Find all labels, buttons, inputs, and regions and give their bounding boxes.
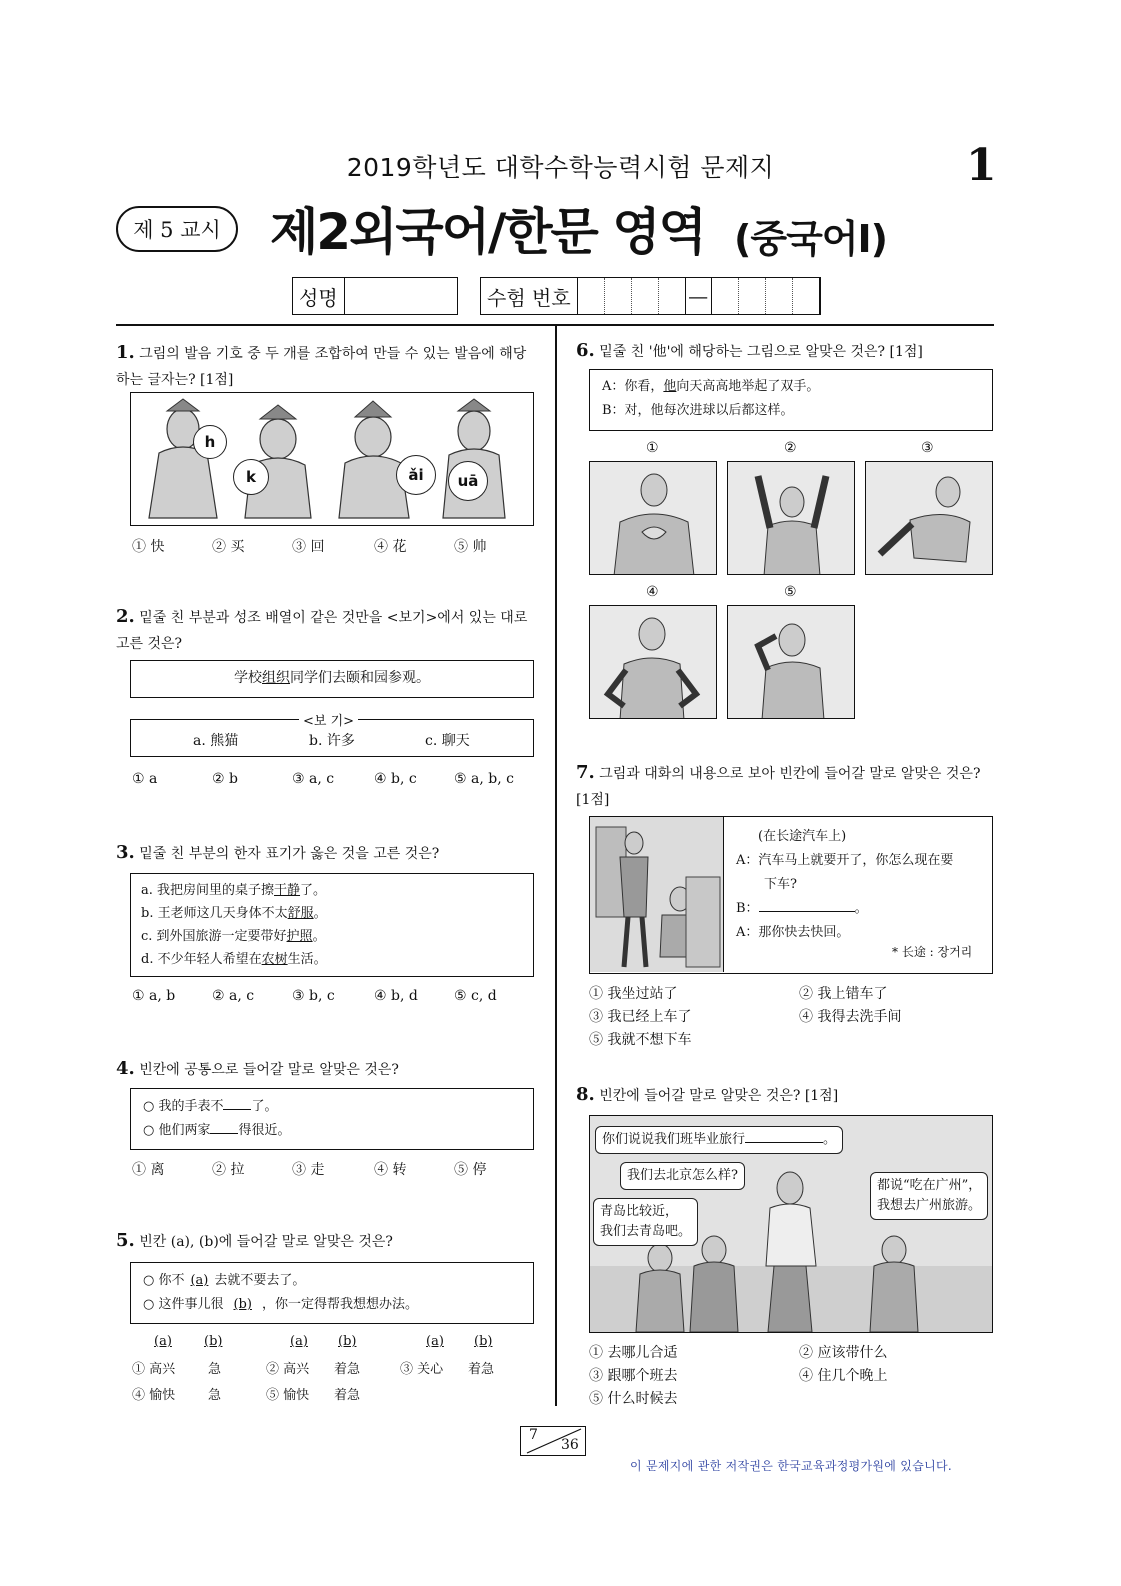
player-heart-hands-illustration [590,462,717,575]
copyright-notice: 이 문제지에 관한 저작권은 한국교육과정평가원에 있습니다. [630,1459,952,1473]
col-header: (a) [290,1334,308,1349]
q7-options [589,983,993,1055]
question-number: 6. [576,340,595,361]
page-number: 1 [966,140,997,191]
option[interactable]: ⑤ 我就不想下车 [589,1032,692,1048]
question-6 [576,338,996,365]
period-label: 제 5 교시 [133,218,221,242]
current-page: 7 [529,1427,538,1443]
question-7 [576,760,996,813]
opera-figures-illustration [131,393,532,524]
exam-number-digit[interactable] [712,278,739,314]
question-2 [116,604,536,657]
speech-bubble-student-left: 青岛比较近， 我们去青岛吧。 [593,1198,698,1246]
exam-number-digit[interactable] [766,278,793,314]
bus-interior-illustration [590,817,724,972]
exam-number-dash: — [686,278,712,314]
exam-number-digit[interactable] [659,278,686,314]
option[interactable]: ③ 走 [292,1162,325,1178]
question-number: 2. [116,606,135,627]
question-text: 빈칸에 공통으로 들어갈 말로 알맞은 것은? [139,1062,399,1078]
q6-dialogue-box [589,369,993,431]
blank [210,1133,238,1134]
q6-line: B：对，他每次进球以后都这样。 [602,403,794,418]
option[interactable]: ④ 愉快 [132,1388,176,1403]
q2-sentence-box [130,660,534,698]
q6-picture-5[interactable] [727,605,855,719]
speech-bubble-student-mid: 我们去北京怎么样? [620,1162,745,1190]
name-label: 성명 [293,278,345,314]
q8-figure [589,1115,993,1333]
q3-sentence-box [130,873,534,977]
q7-line-a2: A：那你快去快回。 [736,925,850,940]
q7-line-a1-cont: 下车? [764,877,797,892]
option[interactable]: ② 高兴 [266,1362,310,1377]
option[interactable]: ④ 住几个晚上 [799,1368,888,1384]
q7-context: (在长途汽车上) [758,829,847,844]
option[interactable]: ④ 转 [374,1162,407,1178]
option[interactable]: ④ 花 [374,539,407,555]
player-hands-on-hips-illustration [590,606,717,719]
option-b: 着急 [334,1362,361,1377]
q7-note: * 长途 : 장거리 [892,945,973,959]
total-pages: 36 [561,1437,579,1453]
q8-options [589,1342,993,1414]
speech-bubble-student-right: 都说“吃在广州”， 我想去广州旅游。 [870,1172,988,1220]
q4-sentence-box [130,1088,534,1150]
option[interactable]: ④ 我得去洗手间 [799,1009,902,1025]
bus-illustration [590,817,724,972]
question-text: 그림의 발음 기호 중 두 개를 조합하여 만들 수 있는 발음에 해당하는 글자는? [1점] [116,346,527,388]
exam-number-digit[interactable] [793,278,820,314]
bogi-label: <보 기> [299,710,358,729]
question-8 [576,1082,996,1109]
exam-number-digit[interactable] [605,278,632,314]
question-5 [116,1228,536,1255]
option-b: 急 [208,1388,222,1403]
option[interactable]: ⑤ 停 [454,1162,487,1178]
sentence-part: 学校 [234,670,262,686]
player-running-illustration [866,462,993,575]
exam-number-field[interactable] [480,277,821,315]
col-header: (a) [426,1334,444,1349]
q1-options [132,536,486,556]
option[interactable]: ③ 我已经上车了 [589,1009,692,1025]
page-indicator [520,1426,586,1456]
subject-title: 제2외국어/한문 영역 [270,203,705,261]
bubble-ua: uā [448,461,488,501]
player-hand-to-ear-illustration [728,606,855,719]
bubble-k: k [233,459,269,495]
subject-subtitle: (중국어Ⅰ) [734,217,887,261]
q6-picture-3[interactable] [865,461,993,575]
pic-label: ④ [646,584,659,600]
question-number: 7. [576,762,595,783]
bogi-item: b. 许多 [309,733,355,749]
option[interactable]: ① a [132,771,158,787]
exam-number-digit[interactable] [578,278,605,314]
option-b: 着急 [334,1388,361,1403]
q7-line-b: B： 。 [736,901,868,916]
pic-label: ② [784,440,797,456]
bubble-ai: ǎi [396,455,436,495]
q3-line: b. 王老师这几天身体不太舒服。 [141,906,327,921]
option[interactable]: ⑤ 愉快 [266,1388,310,1403]
option[interactable]: ⑤ 帅 [454,539,487,555]
player-arms-up-illustration [728,462,855,575]
question-text: 그림과 대화의 내용으로 보아 빈칸에 들어갈 말로 알맞은 것은? [1점] [576,766,981,808]
option[interactable]: ① 快 [132,539,165,555]
option[interactable]: ① 高兴 [132,1362,176,1377]
question-text: 밑줄 친 '他'에 해당하는 그림으로 알맞은 것은? [1점] [599,344,923,360]
option[interactable]: ③ b, c [292,988,335,1004]
option[interactable]: ① 去哪儿合适 [589,1345,678,1361]
q5-line: ○ 这件事儿很 (b) ，你一定得帮我想想办法。 [143,1297,418,1312]
option[interactable]: ③ 关心 [400,1362,444,1377]
question-number: 4. [116,1058,135,1079]
question-number: 1. [116,342,135,363]
option-b: 着急 [468,1362,495,1377]
question-text: 빈칸 (a), (b)에 들어갈 말로 알맞은 것은? [139,1234,393,1250]
option[interactable]: ③ a, c [292,771,335,787]
pic-label: ③ [921,440,934,456]
exam-number-digit[interactable] [632,278,659,314]
speech-bubble-teacher: 你们说说我们班毕业旅行 。 [595,1126,843,1154]
option-b: 急 [208,1362,222,1377]
q3-options [132,988,497,1004]
option[interactable]: ⑤ 什么时候去 [589,1391,678,1407]
q2-bogi-box [130,714,534,757]
q5-sentence-box [130,1262,534,1324]
question-text: 빈칸에 들어갈 말로 알맞은 것은? [1점] [599,1088,839,1104]
name-field[interactable] [292,277,458,315]
column-divider [555,324,557,1406]
question-text: 밑줄 친 부분의 한자 표기가 옳은 것을 고른 것은? [139,846,440,862]
col-header: (b) [474,1334,493,1349]
q4-line: ○ 他们两家 得很近。 [143,1123,291,1138]
option[interactable]: ⑤ a, b, c [454,771,514,787]
q6-picture-4[interactable] [589,605,717,719]
q5-line: ○ 你不 (a) 去就不要去了。 [143,1273,306,1288]
q4-line: ○ 我的手表不 了。 [143,1099,278,1114]
underlined-word: 组织 [262,670,290,686]
exam-number-label: 수험 번호 [481,278,578,314]
option[interactable]: ⑤ c, d [454,988,497,1004]
q1-figure [130,392,534,526]
option[interactable]: ② 拉 [212,1162,245,1178]
option[interactable]: ③ 回 [292,539,325,555]
option[interactable]: ① 离 [132,1162,165,1178]
exam-title: 2019학년도 대학수학능력시험 문제지 [346,153,775,182]
q7-figure-box [589,816,993,974]
bogi-item: a. 熊猫 [193,733,239,749]
bubble-h: h [193,425,227,459]
option[interactable]: ② b [212,771,238,787]
col-header: (b) [204,1334,223,1349]
blank [223,1109,251,1110]
q2-options [132,771,514,787]
col-header: (b) [338,1334,357,1349]
option[interactable]: ① a, b [132,988,176,1004]
pic-label: ⑤ [784,584,797,600]
option[interactable]: ② 买 [212,539,245,555]
col-header: (a) [154,1334,172,1349]
option[interactable]: ② a, c [212,988,255,1004]
question-1 [116,340,536,393]
q6-picture-1[interactable] [589,461,717,575]
q7-line-a1: A：汽车马上就要开了，你怎么现在要 [736,853,954,868]
option[interactable]: ④ b, d [374,988,418,1004]
blank [759,911,855,912]
q4-options [132,1159,486,1179]
question-number: 5. [116,1230,135,1251]
option[interactable]: ③ 跟哪个班去 [589,1368,678,1384]
sentence-part: 同学们去颐和园参观。 [290,670,430,686]
name-input[interactable] [345,278,457,314]
question-4 [116,1056,536,1083]
option[interactable]: ④ b, c [374,771,417,787]
question-number: 3. [116,842,135,863]
pic-label: ① [646,440,659,456]
q6-picture-2[interactable] [727,461,855,575]
exam-number-digit[interactable] [739,278,766,314]
q3-line: d. 不少年轻人希望在农树生活。 [141,952,327,967]
q3-line: a. 我把房间里的桌子擦干静了。 [141,883,327,898]
q5-options [132,1334,542,1406]
q3-line: c. 到外国旅游一定要带好护照。 [141,929,326,944]
period-badge [116,206,238,252]
option[interactable]: ② 应该带什么 [799,1345,888,1361]
question-text: 밑줄 친 부분과 성조 배열이 같은 것만을 <보기>에서 있는 대로 고른 것은? [116,610,528,652]
question-number: 8. [576,1084,595,1105]
question-3 [116,840,536,867]
bogi-item: c. 聊天 [425,733,470,749]
blank [745,1142,823,1143]
option[interactable]: ② 我上错车了 [799,986,888,1002]
q6-line: A：你看，他向天高高地举起了双手。 [602,379,820,394]
option[interactable]: ① 我坐过站了 [589,986,678,1002]
